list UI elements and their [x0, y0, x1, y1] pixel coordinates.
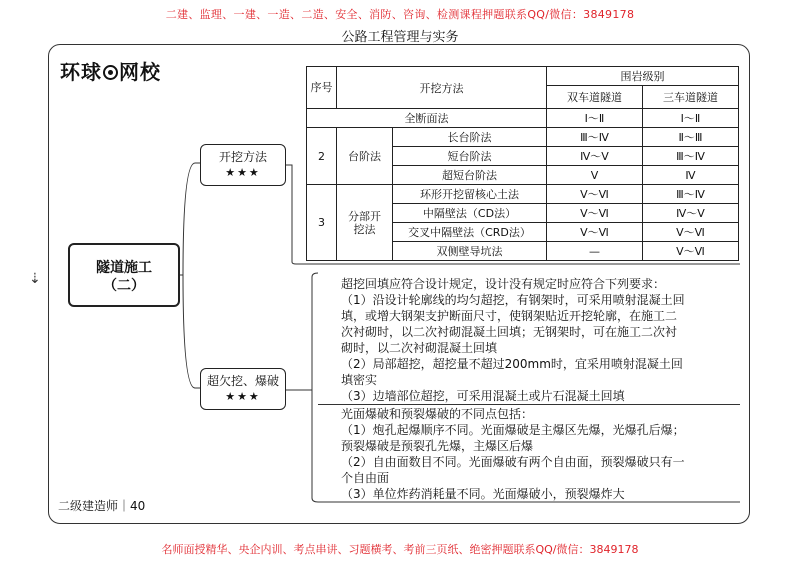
footer-page-label: 二级建造师｜40	[58, 499, 146, 513]
bottom-promo-banner: 名师面授精华、央企内训、考点串讲、习题横考、考前三页纸、绝密押题联系QQ/微信：3849178	[161, 543, 639, 556]
text-line: 光面爆破和预裂爆破的不同点包括：	[341, 407, 534, 421]
table-row	[307, 128, 739, 147]
cell-bench-group: 台阶法	[337, 128, 393, 185]
branch-excavation-method	[200, 144, 286, 186]
cell-method-name: 环形开挖留核心土法	[393, 185, 547, 204]
cell-triple: Ⅳ	[643, 166, 739, 185]
cell-double: Ⅳ～Ⅴ	[547, 147, 643, 166]
text-line: 填密实	[341, 373, 378, 387]
text-line: （1）沿设计轮廓线的均匀超挖，有钢架时，可采用喷射混凝土回	[341, 293, 685, 307]
table-row	[307, 185, 739, 204]
cell-triple: Ⅴ～Ⅵ	[643, 242, 739, 261]
cell-method-name: 长台阶法	[393, 128, 547, 147]
connector-lower	[183, 275, 200, 388]
cell-triple: Ⅴ～Ⅵ	[643, 223, 739, 242]
text-line: （2）自由面数目不同。光面爆破有两个自由面，预裂爆破只有一	[341, 455, 685, 469]
center-line-2: （二）	[103, 278, 145, 294]
table-row	[307, 109, 739, 128]
cell-triple: Ⅳ～Ⅴ	[643, 204, 739, 223]
cell-double: Ⅴ～Ⅵ	[547, 223, 643, 242]
cell-double: Ⅴ	[547, 166, 643, 185]
text-line: 填，或增大钢架支护断面尺寸，使钢架贴近开挖轮廓，在施工二	[341, 309, 678, 323]
scroll-arrow-icon: ⇣	[29, 271, 41, 287]
header-grade: 围岩级别	[547, 67, 739, 86]
text-line: （1）炮孔起爆顺序不同。光面爆破是主爆区先爆，光爆孔后爆；	[341, 423, 685, 437]
cell-partial-group: 分部开挖法	[337, 185, 393, 261]
importance-stars: ★★★	[225, 390, 261, 403]
logo-text-1: 环球	[60, 60, 102, 84]
cell-triple: Ⅱ～Ⅲ	[643, 128, 739, 147]
cell-double: Ⅲ～Ⅳ	[547, 128, 643, 147]
header-seq: 序号	[307, 67, 337, 109]
branch-label: 超欠挖、爆破	[206, 374, 279, 388]
connector-upper	[180, 163, 200, 275]
cell-triple: Ⅲ～Ⅳ	[643, 185, 739, 204]
branch-overbreak-blasting	[200, 368, 286, 410]
cell-method-name: 中隔壁法（CD法）	[393, 204, 547, 223]
cell-double: —	[547, 242, 643, 261]
text-line: 预裂爆破是预裂孔先爆，主爆区后爆	[341, 439, 534, 453]
branch-label: 开挖方法	[218, 150, 267, 164]
header-double: 双车道隧道	[547, 86, 643, 109]
text-line: 个自由面	[341, 471, 390, 485]
cell-method-name: 超短台阶法	[393, 166, 547, 185]
cell-bench-seq: 2	[307, 128, 337, 185]
cell-full-triple: Ⅰ～Ⅱ	[643, 109, 739, 128]
cell-double: Ⅴ～Ⅵ	[547, 204, 643, 223]
header-triple: 三车道隧道	[643, 86, 739, 109]
text-line: （2）局部超挖，超挖量不超过200mm时，宜采用喷射混凝土回	[341, 357, 683, 371]
cell-full-name: 全断面法	[307, 109, 547, 128]
bracket-block1	[286, 273, 318, 390]
excavation-method-table	[306, 66, 739, 261]
text-line: 砌时，以二次衬砌混凝土回填	[341, 341, 498, 355]
text-line: 超挖回填应符合设计规定，设计没有规定时应符合下列要求：	[341, 277, 666, 291]
importance-stars: ★★★	[225, 166, 261, 179]
text-line: 次衬砌时，以二次衬砌混凝土回填；无钢架时，可在施工二次衬	[341, 325, 678, 339]
cell-full-double: Ⅰ～Ⅱ	[547, 109, 643, 128]
center-node	[68, 243, 180, 307]
cell-method-name: 短台阶法	[393, 147, 547, 166]
top-promo-banner: 二建、监理、一建、一造、二造、安全、消防、咨询、检测课程押题联系QQ/微信：3849178	[165, 8, 635, 21]
text-line: （3）单位炸药消耗量不同。光面爆破小，预裂爆炸大	[341, 487, 625, 501]
cell-partial-seq: 3	[307, 185, 337, 261]
center-line-1: 隧道施工	[96, 260, 152, 276]
cell-triple: Ⅲ～Ⅳ	[643, 147, 739, 166]
cell-method-name: 交叉中隔壁法（CRD法）	[393, 223, 547, 242]
overbreak-backfill-text	[341, 276, 737, 404]
cell-double: Ⅴ～Ⅵ	[547, 185, 643, 204]
logo-text-2: 网校	[119, 60, 161, 84]
blasting-difference-text	[341, 406, 737, 502]
section-divider	[318, 404, 740, 405]
cell-method-name: 双侧壁导坑法	[393, 242, 547, 261]
text-line: （3）边墙部位超挖，可采用混凝土或片石混凝土回填	[341, 389, 625, 403]
table-row	[307, 67, 739, 86]
header-method: 开挖方法	[337, 67, 547, 109]
subject-title: 公路工程管理与实务	[341, 30, 459, 45]
